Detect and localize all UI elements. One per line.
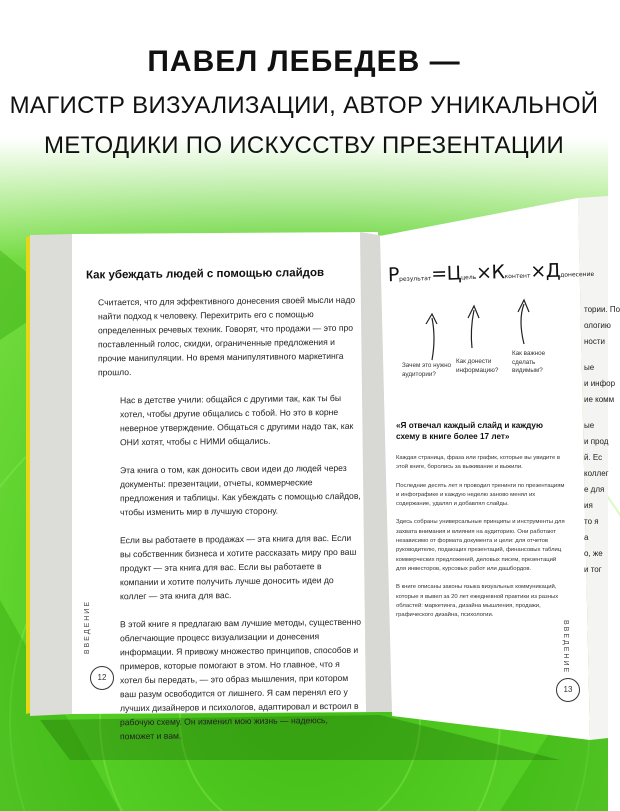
right-page-number: 13 xyxy=(556,678,580,702)
next-page-edge-text: тории. По ологию ности ые и инфор ие комм ые и прод й. Ес коллег е для ия то я а о, же и тог xyxy=(584,305,620,574)
left-paragraph-4: Если вы работаете в продажах — эта книга для вас. Если вы собственник бизнеса и хотите рассказать миру про ваш продукт — эта книга для вас. Если вы работаете в компании и хотите получить лучше доносить идеи до коллег — эта книга для вас. xyxy=(120,532,357,602)
question-1: Зачем это нужно аудитории? xyxy=(402,362,452,378)
formula: Ррезультат=Ццель×Кконтент×Ддонесение xyxy=(387,259,595,287)
question-2: Как донести информацию? xyxy=(456,358,499,374)
headline-author: ПАВЕЛ ЛЕБЕДЕВ — xyxy=(147,45,461,78)
left-paragraph-3: Эта книга о том, как доносить свои идеи до людей через документы: презентации, отчеты, коммерческие предложения и таблицы. Как убеждать с помощью слайдов, чтобы изменить мир в лучшую сторону. xyxy=(120,462,361,518)
left-page-title: Как убеждать людей с помощью слайдов xyxy=(86,266,325,282)
right-running-head: ВВЕДЕНИЕ xyxy=(562,620,569,675)
headline-subtitle-line-1: МАГИСТР ВИЗУАЛИЗАЦИИ, АВТОР УНИКАЛЬНОЙ xyxy=(9,92,599,119)
left-running-head: ВВЕДЕНИЕ xyxy=(84,600,91,655)
right-page xyxy=(387,259,595,619)
right-page-quote: «Я отвечал каждый слайд и каждую схему в книге более 17 лет» xyxy=(396,421,543,441)
left-page xyxy=(68,268,368,756)
right-paragraph-1: Каждая страница, фраза или график, которые вы увидите в этой книге, боролись за выживание и выжили. xyxy=(396,455,561,471)
right-paragraph-3: Здесь собраны универсальные принципы и инструменты для захвата внимания и влияния на аудиторию. Они работают независимо от формата документа и цели: для отчетов руководителю, подающих презентаций, финансовых таблиц коммерческих предложений, деловых писем, презентаций для инвесторов, курсовых работ или дашбордов. xyxy=(396,519,565,572)
headline-subtitle-line-2: МЕТОДИКИ ПО ИСКУССТВУ ПРЕЗЕНТАЦИИ xyxy=(43,132,565,159)
left-page-number: 12 xyxy=(90,666,114,690)
question-3: Как важное сделать видимым? xyxy=(512,350,546,374)
left-paragraph-1: Считается, что для эффективного донесения своей мысли надо найти подход к человеку. Перехитрить его с помощью определенных речевых техник. Говорят, что продажи — это про поставленный голос, скидки, ограниченные предложения и прочие манипуляции. Но время манипулятивного маркетинга прошло. xyxy=(98,294,356,378)
right-paragraph-2: Последние десять лет я проводил тренинги по презентациям и инфографике и каждую неделю заново менял их содержание, удалял и добавлял слайды. xyxy=(396,482,565,508)
left-paragraph-2: Нас в детстве учили: общайся с другими так, как ты бы хотел, чтобы другие общались с тобой. Но это в корне неверное утверждение. Общаться с другими надо так, как ОНИ хотят, чтобы с НИМИ общались. xyxy=(120,392,354,448)
left-paragraph-5: В этой книге я предлагаю вам лучшие методы, существенно облегчающие процесс визуализации и донесения информации. Я привожу множество принципов, способов и примеров, которые помогают в этом. Но главное, что я хотел бы передать, — это образ мышления, при котором ваш разум освободится от лишнего. Я сам перенял его у лучших дизайнеров и психологов, адаптировал и встроил в рабочую схему. Он изменил мою жизнь — надеюсь, поможет и вам. xyxy=(120,616,362,742)
right-paragraph-4: В книге описаны законы языка визуальных коммуникаций, которые я вывел за 20 лет ежедневной практики из разных областей: маркетинга, дизайна мышления, продажи, графического дизайна, психологии. xyxy=(396,584,559,619)
